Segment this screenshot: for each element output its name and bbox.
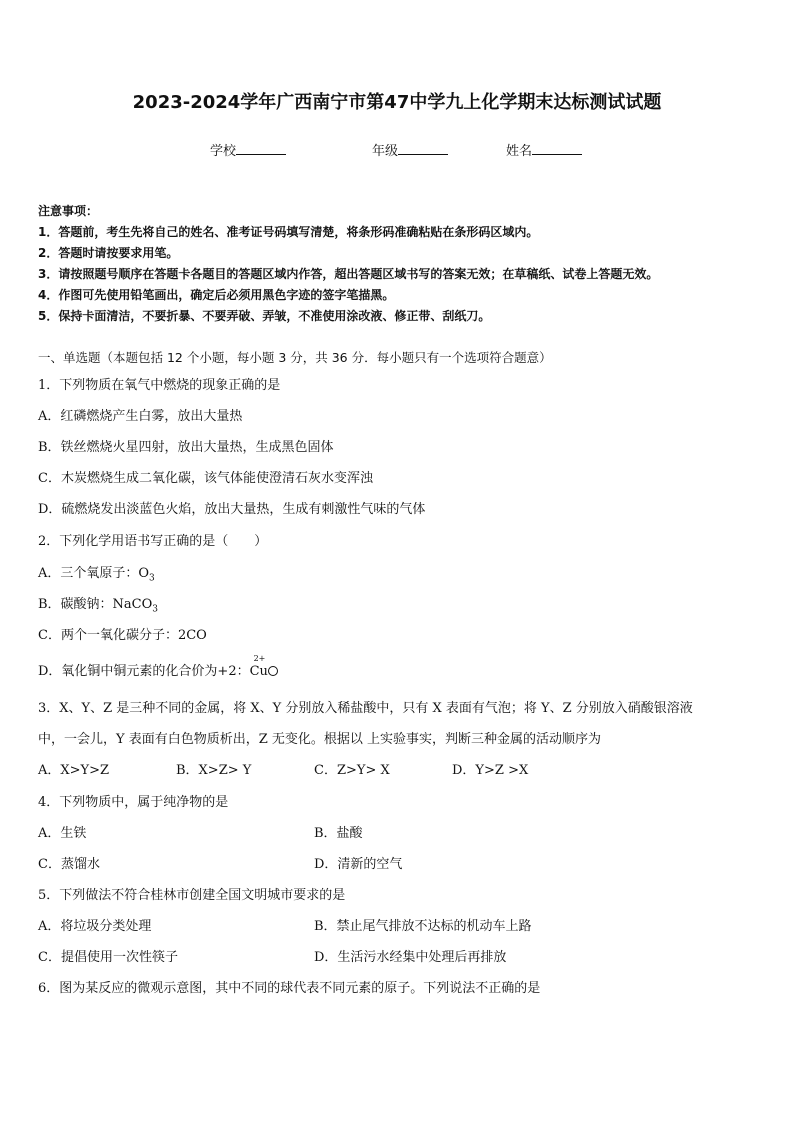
page-title: 2023-2024学年广西南宁市第47中学九上化学期末达标测试试题 <box>132 92 662 113</box>
valence-superscript: 2+ <box>253 654 266 663</box>
oxygen-circle-icon <box>268 666 278 676</box>
name-field <box>506 140 582 159</box>
notice-item-2: 2．答题时请按要求用笔。 <box>38 246 179 260</box>
q2-b-subscript: 3 <box>152 604 159 615</box>
q4-option-c: C．蒸馏水 <box>38 857 100 872</box>
q3-option-c: C．Z>Y> X <box>314 763 390 778</box>
q3-option-b: B．X>Z> Y <box>176 763 252 778</box>
q2-a-subscript: 3 <box>149 573 155 584</box>
q5-option-a: A．将垃圾分类处理 <box>38 919 152 934</box>
q3-stem-line-2: 中，一会儿，Y 表面有白色物质析出，Z 无变化。根据以 上实验事实，判断三种金属的活动顺序为 <box>38 732 602 747</box>
q2-option-a <box>38 562 155 584</box>
notice-item-1: 1．答题前，考生先将自己的姓名、准考证号码填写清楚，将条形码准确粘贴在条形码区域内。 <box>38 225 539 239</box>
q4-option-d: D．清新的空气 <box>314 857 403 872</box>
q4-option-b: B．盐酸 <box>314 826 363 841</box>
notice-item-5: 5．保持卡面清洁，不要折暴、不要弄破、弄皱，不准使用涂改液、修正带、刮纸刀。 <box>38 309 491 323</box>
grade-field <box>372 140 448 159</box>
q5-option-b: B．禁止尾气排放不达标的机动车上路 <box>314 919 532 934</box>
q6-stem: 6．图为某反应的微观示意图，其中不同的球代表不同元素的原子。下列说法不正确的是 <box>38 981 541 996</box>
q4-option-a: A．生铁 <box>38 826 87 841</box>
q1-option-d: D．硫燃烧发出淡蓝色火焰，放出大量热，生成有刺激性气味的气体 <box>38 502 426 517</box>
notice-heading: 注意事项： <box>38 204 99 218</box>
q3-stem-line-1: 3．X、Y、Z 是三种不同的金属，将 X、Y 分别放入稀盐酸中，只有 X 表面有气泡；将 Y、Z 分别放入硝酸银溶液 <box>38 701 693 716</box>
q5-option-c: C．提倡使用一次性筷子 <box>38 950 178 965</box>
school-field <box>210 140 286 159</box>
q2-option-d <box>38 654 280 679</box>
notice-item-3: 3．请按照题号顺序在答题卡各题目的答题区域内作答，超出答题区域书写的答案无效；在草稿纸、试卷上答题无效。 <box>38 267 659 281</box>
notice-item-4: 4．作图可先使用铅笔画出，确定后必须用黑色字迹的签字笔描黑。 <box>38 288 395 302</box>
q3-option-a: A．X>Y>Z <box>38 763 110 778</box>
q1-option-a: A．红磷燃烧产生白雾，放出大量热 <box>38 409 243 424</box>
q2-option-b <box>38 593 158 615</box>
q4-stem: 4．下列物质中，属于纯净物的是 <box>38 795 229 810</box>
q2-option-c: C．两个一氧化碳分子：2CO <box>38 628 207 643</box>
q2-b-text: B．碳酸钠：NaCO <box>38 597 153 612</box>
grade-label: 年级 <box>372 144 399 159</box>
q1-option-c: C．木炭燃烧生成二氧化碳，该气体能使澄清石灰水变浑浊 <box>38 471 373 486</box>
copper-valence-formula <box>249 654 280 679</box>
name-blank[interactable] <box>532 142 582 155</box>
q1-option-b: B．铁丝燃烧火星四射，放出大量热，生成黑色固体 <box>38 440 334 455</box>
q5-stem: 5．下列做法不符合桂林市创建全国文明城市要求的是 <box>38 888 346 903</box>
school-blank[interactable] <box>236 142 286 155</box>
grade-blank[interactable] <box>398 142 448 155</box>
q2-stem: 2．下列化学用语书写正确的是（ ） <box>38 534 268 549</box>
q3-option-d: D．Y>Z >X <box>452 763 529 778</box>
q2-d-text: D．氧化铜中铜元素的化合价为+2： <box>38 664 250 679</box>
q5-option-d: D．生活污水经集中处理后再排放 <box>314 950 507 965</box>
school-label: 学校 <box>210 144 237 159</box>
q2-a-text: A．三个氧原子：O <box>38 566 150 581</box>
name-label: 姓名 <box>506 144 533 159</box>
element-symbol: Cu <box>249 664 268 679</box>
q1-stem: 1．下列物质在氧气中燃烧的现象正确的是 <box>38 378 281 393</box>
section-heading: 一、单选题（本题包括 12 个小题，每小题 3 分，共 36 分．每小题只有一个选项符合题意） <box>38 350 552 365</box>
